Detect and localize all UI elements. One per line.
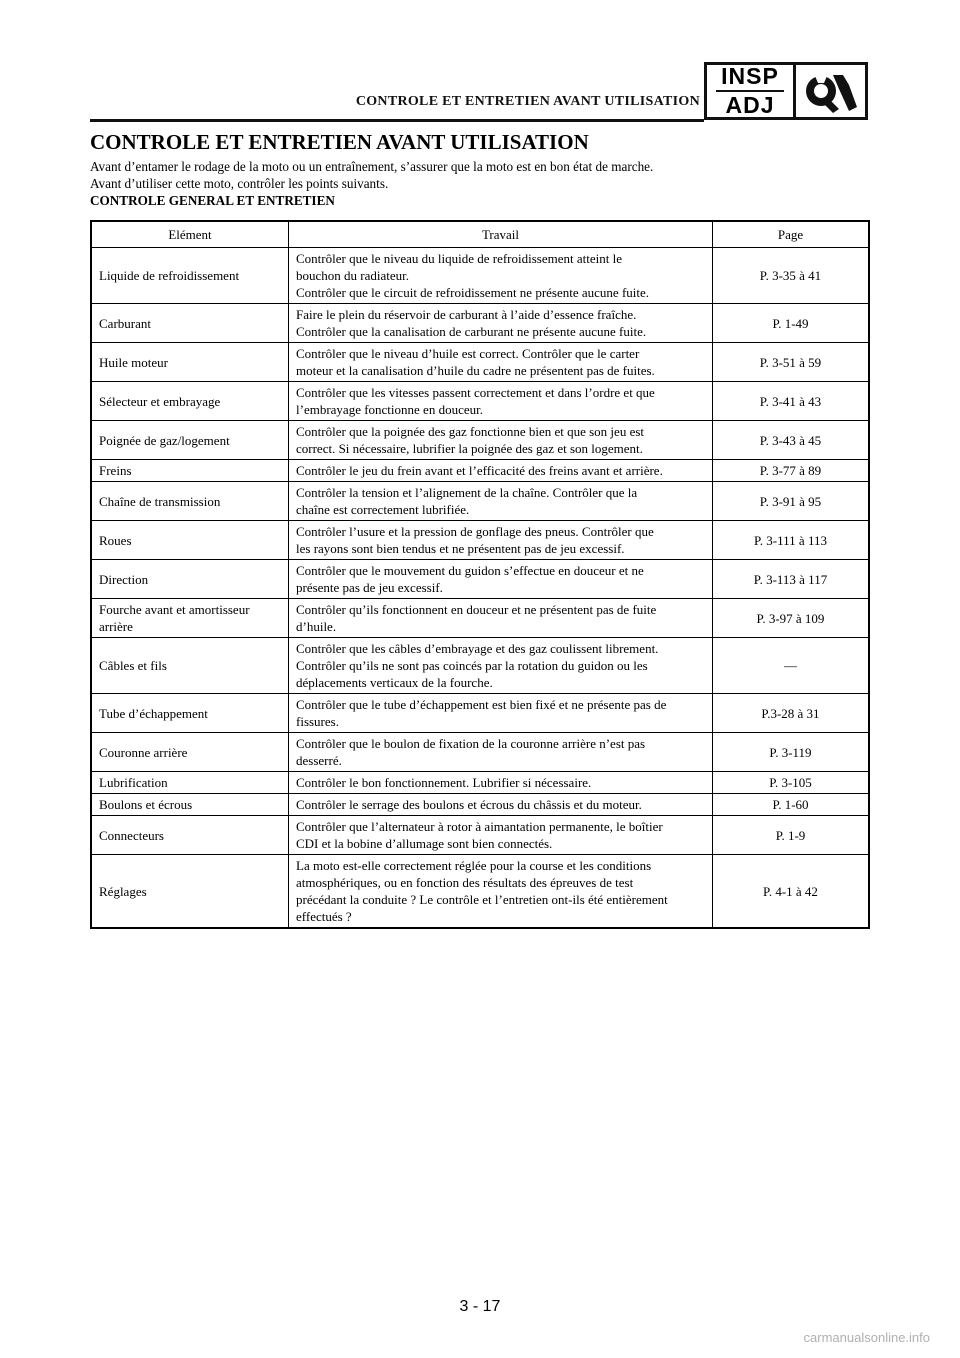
travail-line: Contrôler qu’ils fonctionnent en douceur et ne présentent pas de fuite <box>296 602 657 617</box>
cell-travail <box>289 382 713 421</box>
cell-travail <box>289 460 713 482</box>
cell-page: P. 1-9 <box>713 816 870 855</box>
cell-travail <box>289 560 713 599</box>
page-number: 3 - 17 <box>459 1298 501 1315</box>
insp-adj-badge <box>704 62 868 120</box>
cell-page: P. 3-113 à 117 <box>713 560 870 599</box>
travail-line: Contrôler que la poignée des gaz fonctionne bien et que son jeu est <box>296 424 645 439</box>
travail-line: correct. Si nécessaire, lubrifier la poignée des gaz et son logement. <box>296 441 643 456</box>
travail-line: Contrôler le serrage des boulons et écrous du châssis et du moteur. <box>296 797 642 812</box>
column-header-travail: Travail <box>289 221 713 248</box>
table-row <box>91 382 869 421</box>
table-row <box>91 460 869 482</box>
badge-label-block <box>707 65 796 117</box>
cell-page: P. 3-43 à 45 <box>713 421 870 460</box>
travail-line: Contrôler que le mouvement du guidon s’effectue en douceur et ne <box>296 563 644 578</box>
travail-line: moteur et la canalisation d’huile du cadre ne présentent pas de fuites. <box>296 363 655 378</box>
intro-line-1: Avant d’entamer le rodage de la moto ou un entraînement, s’assurer que la moto est en bon état de marche. <box>90 159 654 174</box>
cell-travail <box>289 248 713 304</box>
cell-travail <box>289 482 713 521</box>
cell-element: Lubrification <box>91 772 289 794</box>
cell-element: Couronne arrière <box>91 733 289 772</box>
page-title: CONTROLE ET ENTRETIEN AVANT UTILISATION <box>90 130 589 154</box>
cell-element: Chaîne de transmission <box>91 482 289 521</box>
cell-element: Câbles et fils <box>91 638 289 694</box>
cell-page: P.3-28 à 31 <box>713 694 870 733</box>
cell-page: P. 3-111 à 113 <box>713 521 870 560</box>
cell-travail <box>289 794 713 816</box>
travail-line: Contrôler l’usure et la pression de gonflage des pneus. Contrôler que <box>296 524 654 539</box>
cell-page: P. 1-49 <box>713 304 870 343</box>
cell-element: Direction <box>91 560 289 599</box>
cell-element: Fourche avant et amortisseur arrière <box>91 599 289 638</box>
table-row <box>91 560 869 599</box>
cell-travail <box>289 694 713 733</box>
travail-line: d’huile. <box>296 619 337 634</box>
table-row <box>91 733 869 772</box>
table-row <box>91 304 869 343</box>
section-subheading: CONTROLE GENERAL ET ENTRETIEN <box>90 193 335 208</box>
cell-element: Boulons et écrous <box>91 794 289 816</box>
travail-line: Contrôler la tension et l’alignement de la chaîne. Contrôler que la <box>296 485 638 500</box>
column-header-page: Page <box>713 221 870 248</box>
cell-page: P. 3-91 à 95 <box>713 482 870 521</box>
running-header-title: CONTROLE ET ENTRETIEN AVANT UTILISATION <box>355 94 700 109</box>
table-row <box>91 816 869 855</box>
table-body <box>91 248 869 929</box>
cell-element: Carburant <box>91 304 289 343</box>
cell-travail <box>289 599 713 638</box>
table-row <box>91 421 869 460</box>
travail-line: Contrôler que le tube d’échappement est bien fixé et ne présente pas de <box>296 697 667 712</box>
travail-line: atmosphériques, ou en fonction des résultats des épreuves de test <box>296 875 634 890</box>
cell-element: Huile moteur <box>91 343 289 382</box>
table-row <box>91 772 869 794</box>
cell-travail <box>289 638 713 694</box>
travail-line: déplacements verticaux de la fourche. <box>296 675 493 690</box>
travail-line: Contrôler que la canalisation de carburant ne présente aucune fuite. <box>296 324 647 339</box>
travail-line: Contrôler que le circuit de refroidissement ne présente aucune fuite. <box>296 285 650 300</box>
table-row <box>91 248 869 304</box>
table-row <box>91 482 869 521</box>
cell-element: Liquide de refroidissement <box>91 248 289 304</box>
travail-line: Contrôler que le niveau d’huile est correct. Contrôler que le carter <box>296 346 640 361</box>
travail-line: Contrôler le jeu du frein avant et l’efficacité des freins avant et arrière. <box>296 463 663 478</box>
cell-element: Connecteurs <box>91 816 289 855</box>
header-rule <box>90 119 704 122</box>
table-row <box>91 599 869 638</box>
travail-line: effectués ? <box>296 909 352 924</box>
cell-element: Poignée de gaz/logement <box>91 421 289 460</box>
travail-line: Contrôler que les câbles d’embrayage et des gaz coulissent librement. <box>296 641 659 656</box>
table-row <box>91 521 869 560</box>
cell-page: — <box>713 638 870 694</box>
cell-page: P. 3-97 à 109 <box>713 599 870 638</box>
cell-element: Réglages <box>91 855 289 929</box>
inspection-table <box>90 220 870 929</box>
table-header-row <box>91 221 869 248</box>
cell-travail <box>289 304 713 343</box>
travail-line: CDI et la bobine d’allumage sont bien connectés. <box>296 836 553 851</box>
cell-element: Sélecteur et embrayage <box>91 382 289 421</box>
cell-travail <box>289 772 713 794</box>
travail-line: fissures. <box>296 714 339 729</box>
travail-line: l’embrayage fonctionne en douceur. <box>296 402 483 417</box>
watermark: carmanualsonline.info <box>803 1330 930 1345</box>
travail-line: chaîne est correctement lubrifiée. <box>296 502 470 517</box>
travail-line: La moto est-elle correctement réglée pour la course et les conditions <box>296 858 652 873</box>
cell-element: Freins <box>91 460 289 482</box>
cell-page: P. 1-60 <box>713 794 870 816</box>
cell-page: P. 3-35 à 41 <box>713 248 870 304</box>
cell-travail <box>289 421 713 460</box>
intro-text <box>90 158 653 209</box>
table-row <box>91 343 869 382</box>
intro-line-2: Avant d’utiliser cette moto, contrôler les points suivants. <box>90 176 389 191</box>
travail-line: Contrôler qu’ils ne sont pas coincés par la rotation du guidon ou les <box>296 658 648 673</box>
travail-line: Contrôler que l’alternateur à rotor à aimantation permanente, le boîtier <box>296 819 663 834</box>
table-row <box>91 794 869 816</box>
cell-travail <box>289 521 713 560</box>
travail-line: bouchon du radiateur. <box>296 268 409 283</box>
travail-line: Contrôler que les vitesses passent correctement et dans l’ordre et que <box>296 385 655 400</box>
cell-page: P. 3-105 <box>713 772 870 794</box>
travail-line: Contrôler que le niveau du liquide de refroidissement atteint le <box>296 251 622 266</box>
table-row <box>91 638 869 694</box>
wrench-inspection-icon-svg <box>799 67 863 115</box>
table-row <box>91 694 869 733</box>
travail-line: Faire le plein du réservoir de carburant à l’aide d’essence fraîche. <box>296 307 637 322</box>
badge-adj-label: ADJ <box>725 92 775 118</box>
cell-page: P. 3-41 à 43 <box>713 382 870 421</box>
cell-page: P. 3-51 à 59 <box>713 343 870 382</box>
badge-insp-label: INSP <box>721 63 779 89</box>
cell-page: P. 3-119 <box>713 733 870 772</box>
travail-line: précédant la conduite ? Le contrôle et l’entretien ont-ils été entièrement <box>296 892 668 907</box>
travail-line: desserré. <box>296 753 342 768</box>
table-row <box>91 855 869 929</box>
travail-line: les rayons sont bien tendus et ne présentent pas de jeu excessif. <box>296 541 625 556</box>
travail-line: présente pas de jeu excessif. <box>296 580 443 595</box>
wrench-inspection-icon <box>796 65 865 117</box>
cell-element: Tube d’échappement <box>91 694 289 733</box>
cell-travail <box>289 816 713 855</box>
cell-travail <box>289 855 713 929</box>
cell-page: P. 4-1 à 42 <box>713 855 870 929</box>
cell-element: Roues <box>91 521 289 560</box>
cell-page: P. 3-77 à 89 <box>713 460 870 482</box>
cell-travail <box>289 733 713 772</box>
travail-line: Contrôler le bon fonctionnement. Lubrifier si nécessaire. <box>296 775 592 790</box>
cell-travail <box>289 343 713 382</box>
column-header-element: Elément <box>91 221 289 248</box>
travail-line: Contrôler que le boulon de fixation de la couronne arrière n’est pas <box>296 736 646 751</box>
